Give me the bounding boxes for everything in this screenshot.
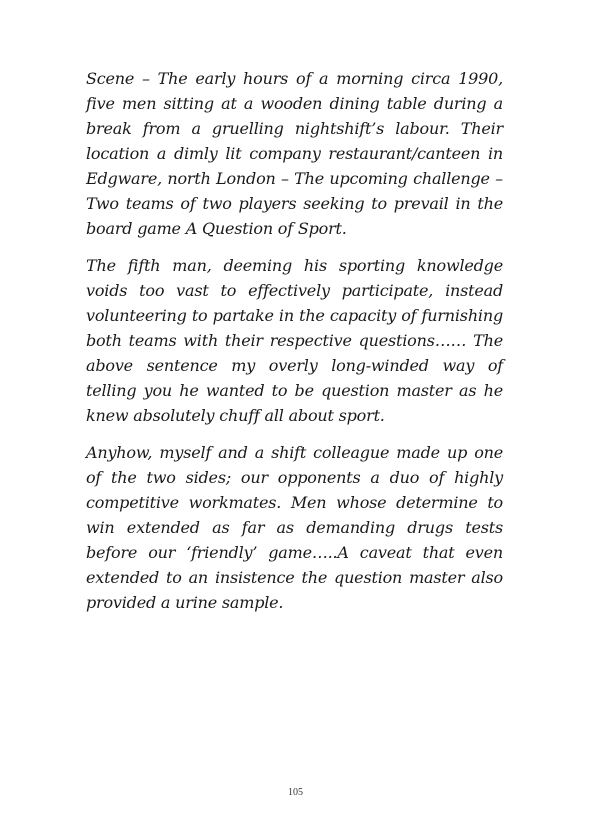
paragraph-fifth-man: The fifth man, deeming his sporting knowledge voids too vast to effectively participate, instead volunteering to partake in the capacity of furnishing both teams with their respective questions…… The above sentence my overly long-winded way of telling you he wanted to be question master as he knew absolutely chuff all about sport. <box>86 256 503 425</box>
page-number: 105 <box>288 787 303 798</box>
paragraph-anyhow: Anyhow, myself and a shift colleague made up one of the two sides; our opponents a duo of highly competitive workmates. Men whose determine to win extended as far as demanding drugs tests before our ‘friendly’ game…..A caveat that even extended to an insistence the question master also provided a urine sample. <box>86 443 503 612</box>
paragraph-scene: Scene – The early hours of a morning circa 1990, five men sitting at a wooden dining table during a break from a gruelling nightshift’s labour. Their location a dimly lit company restaurant/canteen in Edgware, north London – The upcoming challenge – Two teams of two players seeking to prevail in the board game A Question of Sport. <box>86 69 503 238</box>
body-text <box>86 66 503 627</box>
